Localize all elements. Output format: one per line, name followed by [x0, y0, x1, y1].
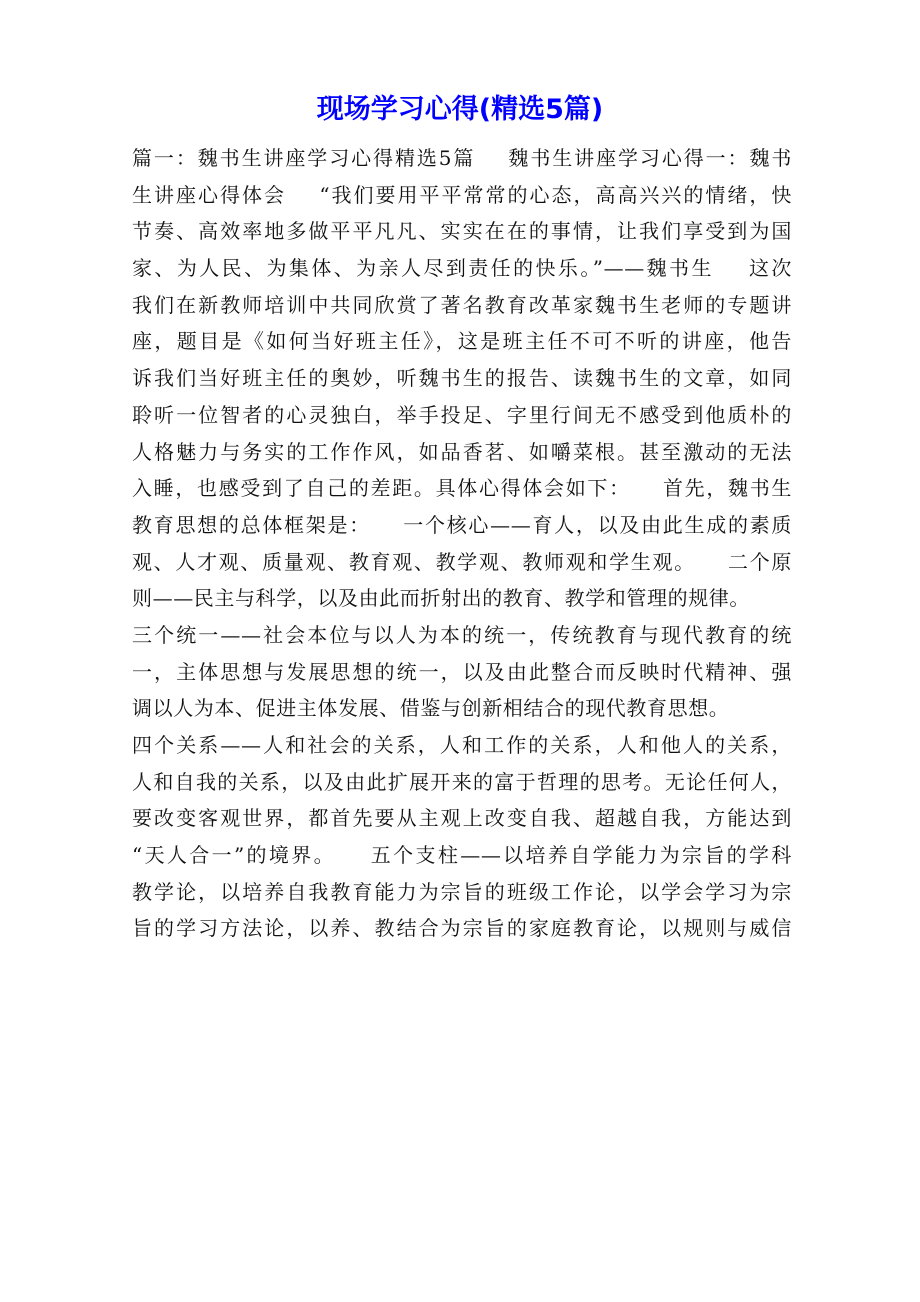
text-line: 聆听一位智者的心灵独白，举手投足、字里行间无不感受到他质朴的: [132, 402, 792, 427]
text-line: 旨的学习方法论，以养、教结合为宗旨的家庭教育论，以规则与威信: [132, 916, 792, 941]
text-line: 入睡，也感受到了自己的差距。具体心得体会如下： 首先，魏书生: [132, 476, 792, 501]
text-line: 节奏、高效率地多做平平凡凡、实实在在的事情，让我们享受到为国: [132, 219, 792, 244]
text-line: 四个关系——人和社会的关系，人和工作的关系，人和他人的关系，: [132, 733, 792, 757]
text-line: 篇一：魏书生讲座学习心得精选5篇 魏书生讲座学习心得一：魏书: [132, 146, 792, 170]
text-line: 我们在新教师培训中共同欣赏了著名教育改革家魏书生老师的专题讲: [132, 292, 792, 317]
document-body: [132, 140, 792, 947]
text-line: 三个统一——社会本位与以人为本的统一，传统教育与现代教育的统: [132, 622, 792, 647]
text-line: 人和自我的关系，以及由此扩展开来的富于哲理的思考。无论任何人，: [132, 769, 792, 794]
text-line: 调以人为本、促进主体发展、借鉴与创新相结合的现代教育思想。: [132, 696, 730, 721]
text-line: 生讲座心得体会 “我们要用平平常常的心态，高高兴兴的情绪，快: [132, 182, 792, 207]
text-line: 教育思想的总体框架是： 一个核心——育人，以及由此生成的素质: [132, 512, 792, 537]
text-line: “天人合一”的境界。 五个支柱——以培养自学能力为宗旨的学科: [132, 843, 792, 868]
text-line: 则——民主与科学，以及由此而折射出的教育、教学和管理的规律。: [132, 586, 750, 611]
text-line: 家、为人民、为集体、为亲人尽到责任的快乐。”——魏书生 这次: [132, 256, 792, 281]
text-line: 一，主体思想与发展思想的统一，以及由此整合而反映时代精神、强: [132, 659, 792, 684]
text-line: 要改变客观世界，都首先要从主观上改变自我、超越自我，方能达到: [132, 806, 792, 831]
text-line: 座，题目是《如何当好班主任》，这是班主任不可不听的讲座，他告: [132, 329, 792, 354]
text-line: 人格魅力与务实的工作作风，如品香茗、如嚼菜根。甚至激动的无法: [132, 439, 792, 464]
document-title: 现场学习心得(精选5篇): [316, 94, 604, 125]
text-line: 教学论，以培养自我教育能力为宗旨的班级工作论，以学会学习为宗: [132, 879, 792, 904]
text-line: 诉我们当好班主任的奥妙，听魏书生的报告、读魏书生的文章，如同: [132, 366, 792, 391]
text-line: 观、人才观、质量观、教育观、教学观、教师观和学生观。 二个原: [132, 549, 792, 574]
